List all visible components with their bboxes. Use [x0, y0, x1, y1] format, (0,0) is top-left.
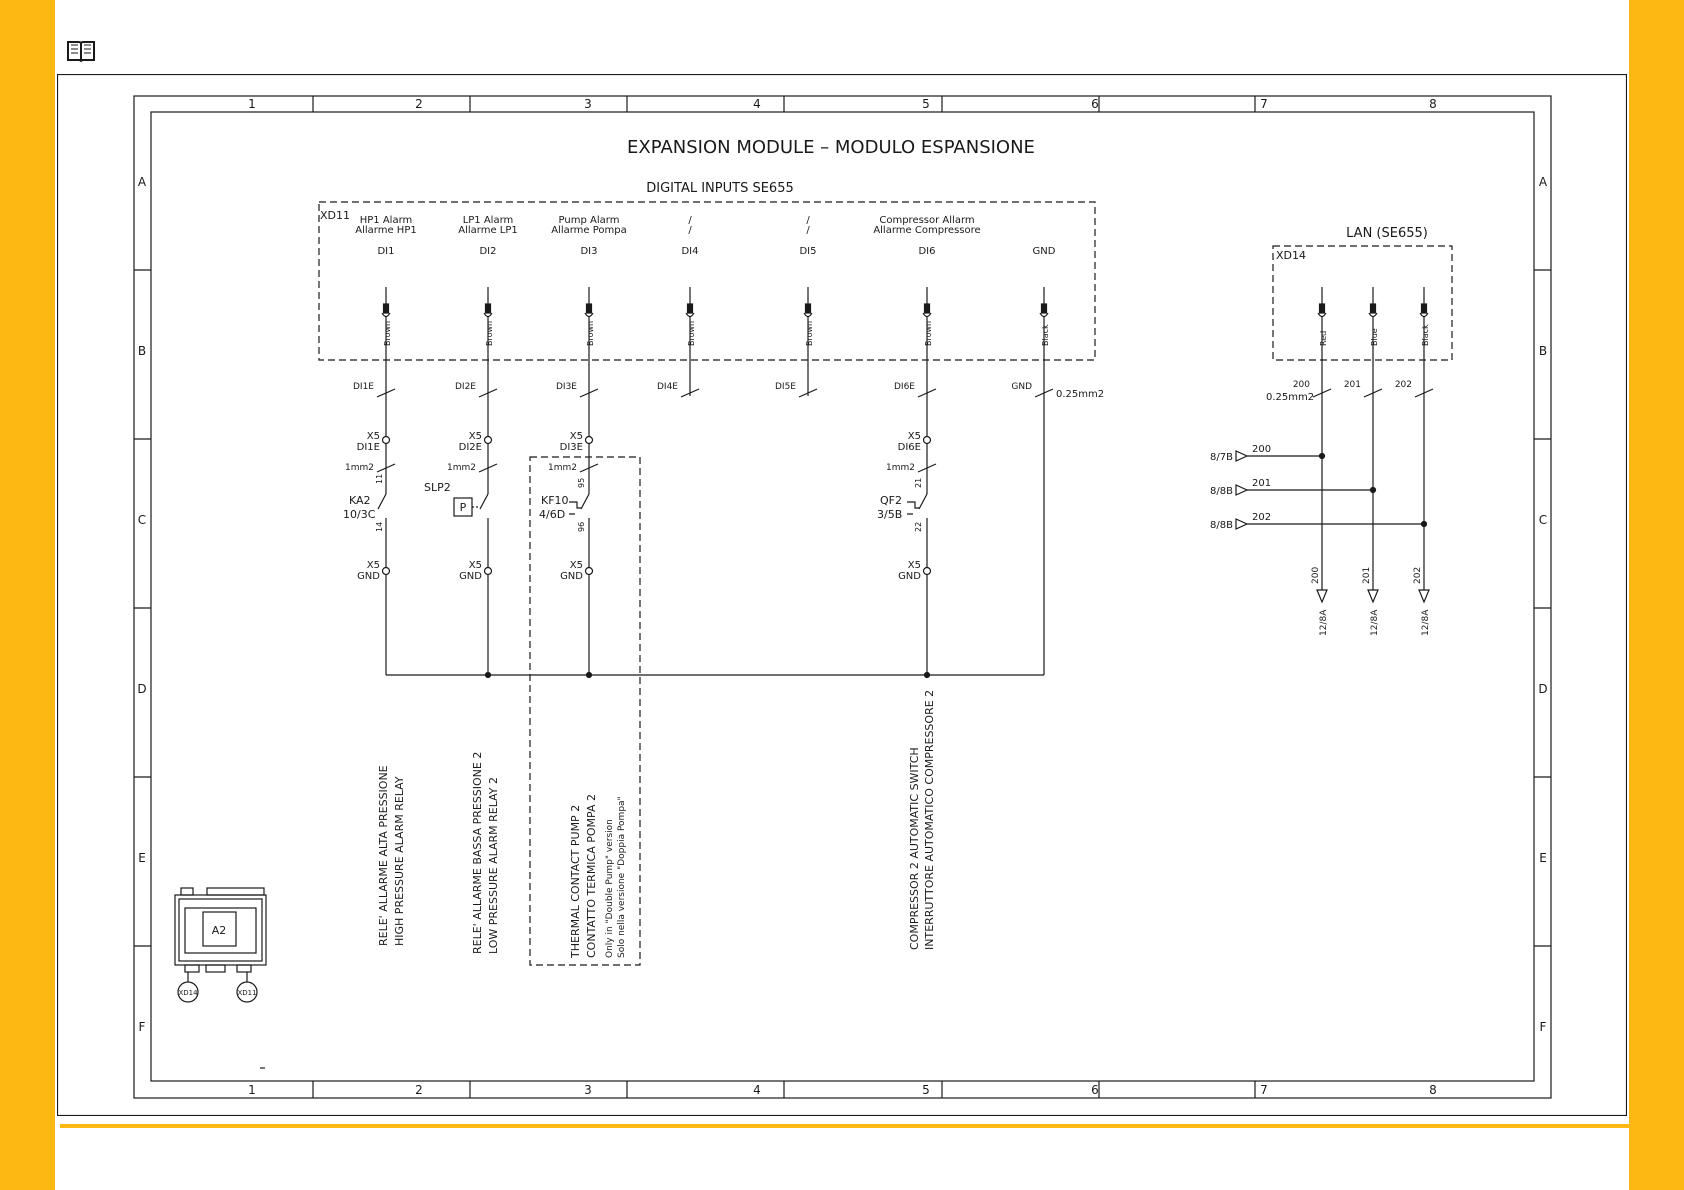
- comp-description-en: COMPRESSOR 2 AUTOMATIC SWITCH: [908, 747, 921, 950]
- channel-pin: DI5: [799, 246, 817, 257]
- bottom-accent-rule: [60, 1124, 1630, 1128]
- row-label-right: A: [1538, 175, 1548, 189]
- pump-description-en: THERMAL CONTACT PUMP 2: [569, 804, 582, 958]
- terminal-group: [447, 431, 497, 675]
- di-channel-di6: [873, 215, 980, 440]
- svg-text:21: 21: [914, 477, 923, 488]
- col-label-bottom: 1: [248, 1083, 256, 1097]
- col-label-top: 5: [922, 97, 930, 111]
- connector-pin: [1320, 304, 1325, 313]
- col-label-top: 8: [1429, 97, 1437, 111]
- slp2-pressure-switch: [424, 481, 479, 516]
- lan-wire-200: [1210, 287, 1331, 636]
- row-label-right: E: [1539, 851, 1547, 865]
- row-label-right: F: [1539, 1020, 1547, 1034]
- wire-color-label: Brown: [586, 320, 595, 346]
- svg-text:DI2E: DI2E: [458, 442, 482, 453]
- left-accent-bar: [0, 0, 55, 1190]
- channel-alarm-en: Compressor Allarm: [879, 215, 975, 226]
- diagram-title: EXPANSION MODULE – MODULO ESPANSIONE: [627, 137, 1035, 158]
- svg-text:12/8A: 12/8A: [1370, 609, 1380, 636]
- col-label-bottom: 6: [1091, 1083, 1099, 1097]
- channel-pin: DI2: [479, 246, 497, 257]
- svg-text:GND: GND: [898, 571, 921, 582]
- wire-color-label: Brown: [383, 320, 392, 346]
- connector-pin: [384, 304, 389, 313]
- wire-number: DI4E: [657, 382, 678, 392]
- svg-text:X5: X5: [907, 431, 921, 442]
- svg-text:3/5B: 3/5B: [877, 508, 903, 521]
- lp-relay-description-it: RELE' ALLARME BASSA PRESSIONE 2: [471, 751, 484, 954]
- svg-text:XD11: XD11: [237, 989, 257, 997]
- svg-text:X5: X5: [569, 560, 583, 571]
- book-icon[interactable]: [66, 38, 96, 64]
- channel-pin: DI3: [580, 246, 598, 257]
- pump-note-en: Only in "Double Pump" version: [605, 819, 615, 958]
- channel-pin: GND: [1032, 246, 1056, 257]
- terminal-group: [345, 431, 395, 675]
- svg-text:KF10: KF10: [541, 494, 569, 507]
- wire-color-label: Brown: [485, 320, 494, 346]
- connector-pin: [1422, 304, 1427, 313]
- connector-pin: [925, 304, 930, 313]
- row-label-left: F: [138, 1020, 146, 1034]
- col-label-bottom: 5: [922, 1083, 930, 1097]
- svg-text:8/7B: 8/7B: [1210, 452, 1233, 463]
- lp-relay-description-en: LOW PRESSURE ALARM RELAY 2: [487, 776, 500, 954]
- di-channel-di4: [657, 215, 699, 397]
- svg-text:202: 202: [1413, 566, 1423, 584]
- channel-alarm-it: Allarme LP1: [458, 225, 518, 236]
- pump-note-it: Solo nella versione "Doppia Pompa": [617, 796, 627, 958]
- kf10-thermal-contact: [539, 478, 586, 532]
- col-label-top: 4: [753, 97, 761, 111]
- svg-text:14: 14: [375, 521, 384, 532]
- ka2-contact: [343, 474, 384, 532]
- a2-module-symbol: [175, 888, 266, 1068]
- row-label-right: D: [1538, 682, 1548, 696]
- col-label-top: 1: [248, 97, 256, 111]
- hp-relay-description-it: RELE' ALLARME ALTA PRESSIONE: [377, 765, 390, 946]
- channel-alarm-it: Allarme Compressore: [873, 225, 981, 236]
- pump-description-it: CONTATTO TERMICA POMPA 2: [585, 794, 598, 958]
- di-channel-gnd: [1011, 246, 1055, 675]
- channel-alarm-en: /: [688, 215, 692, 226]
- svg-text:1mm2: 1mm2: [886, 463, 915, 473]
- svg-text:X5: X5: [468, 560, 482, 571]
- svg-text:1mm2: 1mm2: [447, 463, 476, 473]
- svg-text:Black: Black: [1421, 324, 1430, 346]
- svg-text:202: 202: [1252, 512, 1272, 523]
- col-label-top: 6: [1091, 97, 1099, 111]
- channel-alarm-en: /: [806, 215, 810, 226]
- svg-text:GND: GND: [357, 571, 380, 582]
- terminal-group: [548, 431, 598, 675]
- di-channel-di1: [353, 215, 417, 440]
- col-label-bottom: 3: [584, 1083, 592, 1097]
- svg-text:22: 22: [914, 521, 923, 532]
- channel-alarm-it: /: [806, 225, 810, 236]
- svg-text:Red: Red: [1319, 330, 1328, 346]
- channel-alarm-en: HP1 Alarm: [359, 215, 413, 226]
- svg-text:X5: X5: [366, 431, 380, 442]
- lan-title: LAN (SE655): [1346, 226, 1428, 241]
- svg-text:200: 200: [1252, 444, 1272, 455]
- channel-alarm-it: Allarme Pompa: [551, 225, 627, 236]
- svg-text:1mm2: 1mm2: [548, 463, 577, 473]
- col-label-top: 7: [1260, 97, 1268, 111]
- channel-alarm-en: LP1 Alarm: [462, 215, 514, 226]
- svg-text:X5: X5: [366, 560, 380, 571]
- svg-text:200: 200: [1311, 566, 1321, 584]
- svg-text:8/8B: 8/8B: [1210, 486, 1233, 497]
- col-label-top: 2: [415, 97, 423, 111]
- col-label-top: 3: [584, 97, 592, 111]
- row-label-left: D: [137, 682, 147, 696]
- connector-pin: [806, 304, 811, 313]
- col-label-bottom: 2: [415, 1083, 423, 1097]
- svg-text:201: 201: [1252, 478, 1272, 489]
- svg-text:11: 11: [375, 473, 384, 484]
- svg-text:P: P: [459, 501, 467, 514]
- channel-alarm-it: /: [688, 225, 692, 236]
- col-label-bottom: 7: [1260, 1083, 1268, 1097]
- svg-text:X5: X5: [907, 560, 921, 571]
- wire-number: DI2E: [455, 382, 476, 392]
- svg-text:1mm2: 1mm2: [345, 463, 374, 473]
- qf2-automatic-switch: [877, 478, 923, 532]
- svg-text:GND: GND: [560, 571, 583, 582]
- svg-text:XD14: XD14: [178, 989, 198, 997]
- svg-text:X5: X5: [468, 431, 482, 442]
- comp-description-it: INTERRUTTORE AUTOMATICO COMPRESSORE 2: [923, 689, 936, 950]
- wire-number: DI3E: [556, 382, 577, 392]
- svg-text:GND: GND: [459, 571, 482, 582]
- lan-section-label: 0.25mm2: [1266, 392, 1315, 403]
- svg-text:DI3E: DI3E: [559, 442, 583, 453]
- channel-pin: DI1: [377, 246, 395, 257]
- gnd-section-label: 0.25mm2: [1056, 389, 1105, 400]
- col-label-bottom: 8: [1429, 1083, 1437, 1097]
- wire-number: GND: [1011, 382, 1032, 392]
- row-label-left: E: [138, 851, 146, 865]
- svg-text:DI1E: DI1E: [356, 442, 380, 453]
- channel-alarm-en: Pump Alarm: [558, 215, 620, 226]
- drawing-frame: [134, 96, 1551, 1098]
- wire-color-label: Brown: [805, 320, 814, 346]
- svg-text:Blue: Blue: [1370, 328, 1379, 346]
- wire-color-label: Brown: [924, 320, 933, 346]
- svg-text:95: 95: [577, 477, 586, 488]
- svg-text:8/8B: 8/8B: [1210, 520, 1233, 531]
- col-label-bottom: 4: [753, 1083, 761, 1097]
- di-channel-di5: [775, 215, 817, 397]
- gnd-bus: [386, 673, 1044, 678]
- wire-number: DI5E: [775, 382, 796, 392]
- svg-text:201: 201: [1362, 566, 1372, 584]
- svg-text:4/6D: 4/6D: [539, 508, 566, 521]
- channel-alarm-it: Allarme HP1: [355, 225, 417, 236]
- svg-text:QF2: QF2: [880, 494, 902, 507]
- row-label-right: B: [1538, 344, 1548, 358]
- row-label-right: C: [1538, 513, 1548, 527]
- svg-text:10/3C: 10/3C: [343, 508, 376, 521]
- wire-color-label: Black: [1041, 324, 1050, 346]
- xd11-label: XD11: [320, 209, 351, 222]
- svg-text:KA2: KA2: [349, 494, 371, 507]
- xd14-label: XD14: [1276, 249, 1307, 262]
- lan-wires: [1210, 287, 1433, 636]
- svg-text:SLP2: SLP2: [424, 481, 451, 494]
- svg-text:201: 201: [1343, 380, 1361, 390]
- hp-relay-description-en: HIGH PRESSURE ALARM RELAY: [393, 776, 406, 946]
- row-label-left: C: [137, 513, 147, 527]
- svg-text:DI6E: DI6E: [897, 442, 921, 453]
- row-label-left: A: [137, 175, 147, 189]
- channel-pin: DI6: [918, 246, 936, 257]
- connector-pin: [1371, 304, 1376, 313]
- wire-number: DI6E: [894, 382, 915, 392]
- di-channel-di2: [455, 215, 518, 440]
- svg-text:12/8A: 12/8A: [1421, 609, 1431, 636]
- digital-inputs-title: DIGITAL INPUTS SE655: [646, 181, 794, 196]
- connector-pin: [587, 304, 592, 313]
- svg-text:X5: X5: [569, 431, 583, 442]
- connector-pin: [688, 304, 693, 313]
- svg-text:200: 200: [1292, 380, 1310, 390]
- connector-pin: [1042, 304, 1047, 313]
- wire-number: DI1E: [353, 382, 374, 392]
- terminal-group: [886, 431, 936, 675]
- svg-text:A2: A2: [211, 924, 227, 937]
- di-channel-di3: [551, 215, 627, 440]
- right-accent-bar: [1629, 0, 1684, 1190]
- svg-text:96: 96: [577, 521, 586, 532]
- wire-color-label: Brown: [687, 320, 696, 346]
- svg-text:202: 202: [1394, 380, 1412, 390]
- connector-pin: [486, 304, 491, 313]
- channel-pin: DI4: [681, 246, 699, 257]
- svg-text:12/8A: 12/8A: [1319, 609, 1329, 636]
- wiring-diagram: [57, 74, 1627, 1116]
- row-label-left: B: [137, 344, 147, 358]
